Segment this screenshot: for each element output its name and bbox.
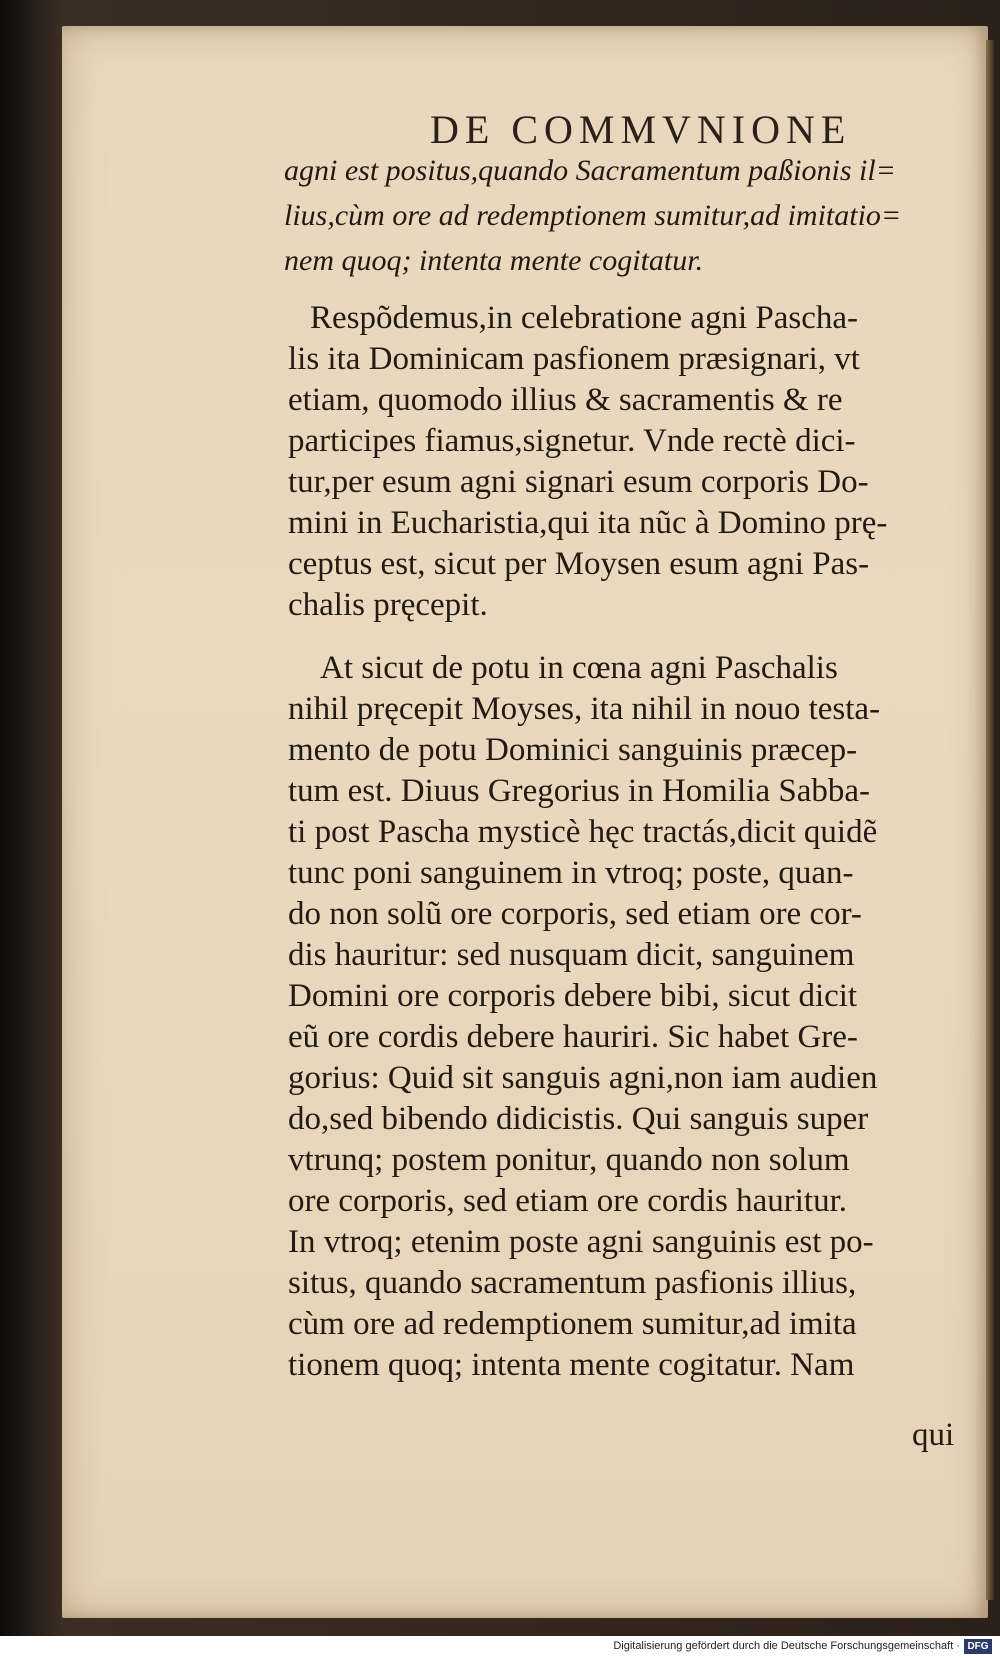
text-line: nihil pręcepit Moyses, ita nihil in nouo testa-	[288, 691, 881, 727]
paragraph-at-sicut	[288, 648, 978, 1386]
text-line: mento de potu Dominici sanguinis præcep-	[288, 732, 858, 768]
text-line: agni est positus,quando Sacramentum paßionis il=	[284, 154, 896, 187]
text-line: lis ita Dominicam pasfionem præsignari, vt	[288, 341, 860, 377]
paragraph-respondemus	[288, 298, 978, 626]
text-line: Domini ore corporis debere bibi, sicut dicit	[288, 978, 858, 1014]
text-line: lius,cùm ore ad redemptionem sumitur,ad imitatio=	[284, 199, 902, 232]
text-line: mini in Eucharistia,qui ita nũc à Domino prę-	[288, 505, 888, 541]
text-line: etiam, quomodo illius & sacramentis & re	[288, 382, 843, 418]
catchword: qui	[912, 1417, 955, 1453]
italic-passage	[284, 148, 964, 283]
text-line: tunc poni sanguinem in vtroq; poste, quan-	[288, 855, 854, 891]
footer-credit: Digitalisierung gefördert durch die Deutsche Forschungsgemeinschaft ·	[613, 1640, 960, 1652]
text-line: do non solũ ore corporis, sed etiam ore cor-	[288, 896, 862, 932]
page-edge	[986, 40, 994, 1600]
text-line: In vtroq; etenim poste agni sanguinis est po-	[288, 1224, 874, 1260]
text-line: ore corporis, sed etiam ore cordis hauritur.	[288, 1183, 847, 1219]
text-line: situs, quando sacramentum pasfionis illius,	[288, 1265, 857, 1301]
text-line: cùm ore ad redemptionem sumitur,ad imita	[288, 1306, 857, 1342]
text-line: tionem quoq; intenta mente cogitatur. Nam	[288, 1347, 855, 1383]
text-line: participes fiamus,signetur. Vnde rectè dici-	[288, 423, 856, 459]
text-line: do,sed bibendo didicistis. Qui sanguis super	[288, 1101, 869, 1137]
text-line: ti post Pascha mysticè hęc tractás,dicit quidẽ	[288, 814, 878, 850]
dfg-logo-icon: DFG	[964, 1639, 992, 1654]
text-line: Respõdemus,in celebratione agni Pascha-	[310, 300, 858, 336]
text-line: nem quoq; intenta mente cogitatur.	[284, 244, 704, 277]
running-header: DE COMMVNIONE	[430, 107, 852, 152]
text-line: dis hauritur: sed nusquam dicit, sanguinem	[288, 937, 855, 973]
text-line: tur,per esum agni signari esum corporis Do-	[288, 464, 869, 500]
text-line: eũ ore cordis debere hauriri. Sic habet Gre-	[288, 1019, 858, 1055]
text-line: At sicut de potu in cœna agni Paschalis	[320, 650, 838, 686]
text-line: gorius: Quid sit sanguis agni,non iam audien	[288, 1060, 878, 1096]
text-line: ceptus est, sicut per Moysen esum agni Pas-	[288, 546, 870, 582]
text-line: tum est. Diuus Gregorius in Homilia Sabba-	[288, 773, 871, 809]
text-line: chalis pręcepit.	[288, 587, 488, 623]
text-line: vtrunq; postem ponitur, quando non solum	[288, 1142, 850, 1178]
